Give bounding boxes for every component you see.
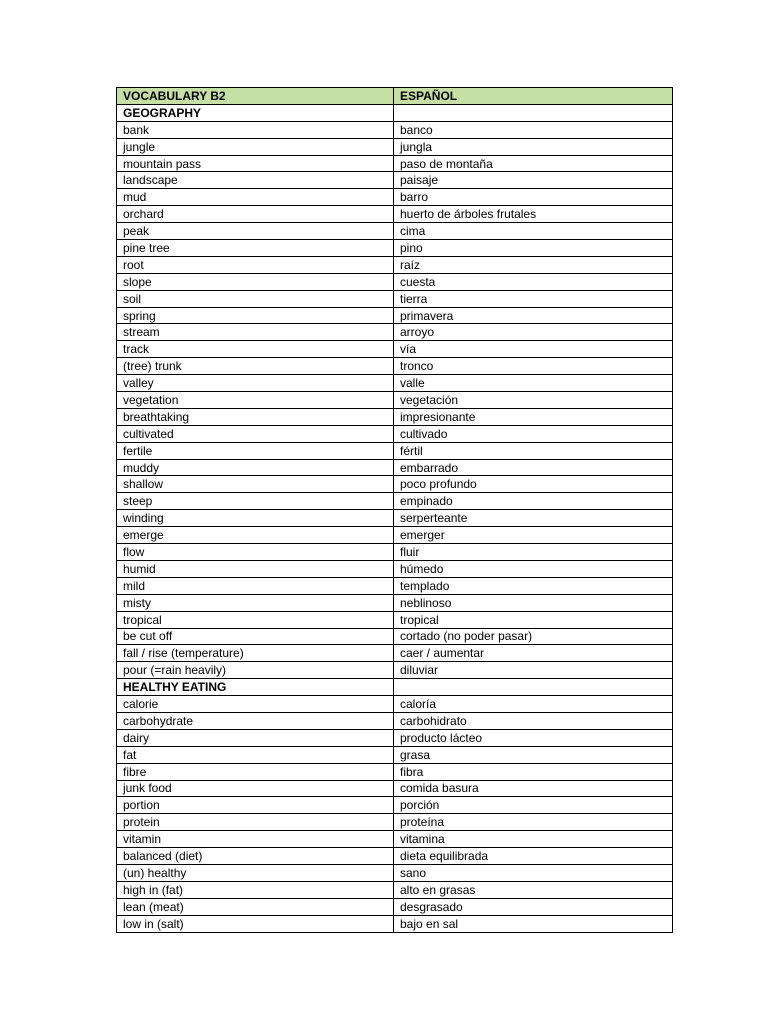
table-row <box>117 864 673 881</box>
spanish-term: bajo en sal <box>394 915 673 932</box>
english-term: HEALTHY EATING <box>117 679 394 696</box>
table-row <box>117 307 673 324</box>
spanish-term: tropical <box>394 611 673 628</box>
spanish-term <box>394 679 673 696</box>
spanish-term: vía <box>394 341 673 358</box>
table-row <box>117 848 673 865</box>
english-term: slope <box>117 273 394 290</box>
spanish-term: caer / aumentar <box>394 645 673 662</box>
table-row <box>117 645 673 662</box>
table-row <box>117 527 673 544</box>
table-row <box>117 797 673 814</box>
table-row <box>117 831 673 848</box>
english-term: protein <box>117 814 394 831</box>
spanish-term: serperteante <box>394 510 673 527</box>
spanish-term: sano <box>394 864 673 881</box>
spanish-term: impresionante <box>394 408 673 425</box>
english-term: calorie <box>117 696 394 713</box>
table-row <box>117 611 673 628</box>
table-row <box>117 358 673 375</box>
spanish-term: desgrasado <box>394 898 673 915</box>
spanish-term: grasa <box>394 746 673 763</box>
spanish-term: barro <box>394 189 673 206</box>
table-row <box>117 121 673 138</box>
english-term: (un) healthy <box>117 864 394 881</box>
spanish-term: emerger <box>394 527 673 544</box>
english-term: jungle <box>117 138 394 155</box>
table-row <box>117 544 673 561</box>
english-term: be cut off <box>117 628 394 645</box>
table-row <box>117 898 673 915</box>
table-row <box>117 712 673 729</box>
english-term: vitamin <box>117 831 394 848</box>
spanish-term: carbohidrato <box>394 712 673 729</box>
table-row <box>117 662 673 679</box>
spanish-term: cima <box>394 223 673 240</box>
english-term: soil <box>117 290 394 307</box>
english-term: GEOGRAPHY <box>117 104 394 121</box>
table-row <box>117 425 673 442</box>
english-term: spring <box>117 307 394 324</box>
section-row <box>117 679 673 696</box>
english-term: orchard <box>117 206 394 223</box>
english-term: pour (=rain heavily) <box>117 662 394 679</box>
spanish-term: cultivado <box>394 425 673 442</box>
table-row <box>117 240 673 257</box>
english-term: emerge <box>117 527 394 544</box>
english-term: tropical <box>117 611 394 628</box>
table-row <box>117 577 673 594</box>
table-row <box>117 729 673 746</box>
table-row <box>117 138 673 155</box>
spanish-term: neblinoso <box>394 594 673 611</box>
spanish-term: raíz <box>394 256 673 273</box>
table-row <box>117 341 673 358</box>
table-row <box>117 375 673 392</box>
table-row <box>117 189 673 206</box>
spanish-term: comida basura <box>394 780 673 797</box>
table-row <box>117 223 673 240</box>
english-term: high in (fat) <box>117 881 394 898</box>
spanish-term: húmedo <box>394 560 673 577</box>
spanish-term: vegetación <box>394 392 673 409</box>
table-row <box>117 172 673 189</box>
spanish-term: banco <box>394 121 673 138</box>
english-term: root <box>117 256 394 273</box>
english-term: flow <box>117 544 394 561</box>
table-row <box>117 206 673 223</box>
english-term: track <box>117 341 394 358</box>
english-term: shallow <box>117 476 394 493</box>
table-row <box>117 408 673 425</box>
english-term: carbohydrate <box>117 712 394 729</box>
spanish-term: fértil <box>394 442 673 459</box>
spanish-term: templado <box>394 577 673 594</box>
english-term: winding <box>117 510 394 527</box>
spanish-term <box>394 104 673 121</box>
english-term: steep <box>117 493 394 510</box>
english-term: fertile <box>117 442 394 459</box>
english-term: bank <box>117 121 394 138</box>
spanish-term: tierra <box>394 290 673 307</box>
vocabulary-table <box>116 87 673 933</box>
table-row <box>117 881 673 898</box>
table-row <box>117 763 673 780</box>
spanish-term: fibra <box>394 763 673 780</box>
table-row <box>117 594 673 611</box>
spanish-term: proteína <box>394 814 673 831</box>
table-row <box>117 459 673 476</box>
table-row <box>117 256 673 273</box>
spanish-term: cortado (no poder pasar) <box>394 628 673 645</box>
table-row <box>117 442 673 459</box>
table-row <box>117 155 673 172</box>
english-term: valley <box>117 375 394 392</box>
spanish-term: paisaje <box>394 172 673 189</box>
english-term: portion <box>117 797 394 814</box>
table-row <box>117 392 673 409</box>
english-term: low in (salt) <box>117 915 394 932</box>
table-row <box>117 493 673 510</box>
english-term: landscape <box>117 172 394 189</box>
header-english: VOCABULARY B2 <box>117 88 394 105</box>
english-term: cultivated <box>117 425 394 442</box>
table-row <box>117 510 673 527</box>
table-row <box>117 628 673 645</box>
english-term: balanced (diet) <box>117 848 394 865</box>
header-spanish: ESPAÑOL <box>394 88 673 105</box>
spanish-term: porción <box>394 797 673 814</box>
english-term: misty <box>117 594 394 611</box>
table-header-row <box>117 88 673 105</box>
english-term: dairy <box>117 729 394 746</box>
english-term: stream <box>117 324 394 341</box>
spanish-term: valle <box>394 375 673 392</box>
vocabulary-table-body <box>117 88 673 933</box>
spanish-term: fluir <box>394 544 673 561</box>
english-term: mud <box>117 189 394 206</box>
spanish-term: poco profundo <box>394 476 673 493</box>
table-row <box>117 290 673 307</box>
spanish-term: tronco <box>394 358 673 375</box>
english-term: fall / rise (temperature) <box>117 645 394 662</box>
table-row <box>117 696 673 713</box>
english-term: junk food <box>117 780 394 797</box>
table-row <box>117 560 673 577</box>
spanish-term: diluviar <box>394 662 673 679</box>
spanish-term: pino <box>394 240 673 257</box>
spanish-term: producto lácteo <box>394 729 673 746</box>
english-term: peak <box>117 223 394 240</box>
english-term: fat <box>117 746 394 763</box>
spanish-term: primavera <box>394 307 673 324</box>
spanish-term: dieta equilibrada <box>394 848 673 865</box>
spanish-term: jungla <box>394 138 673 155</box>
spanish-term: huerto de árboles frutales <box>394 206 673 223</box>
english-term: vegetation <box>117 392 394 409</box>
spanish-term: caloría <box>394 696 673 713</box>
spanish-term: empinado <box>394 493 673 510</box>
table-row <box>117 780 673 797</box>
table-row <box>117 324 673 341</box>
spanish-term: alto en grasas <box>394 881 673 898</box>
table-row <box>117 746 673 763</box>
table-row <box>117 273 673 290</box>
table-row <box>117 476 673 493</box>
english-term: breathtaking <box>117 408 394 425</box>
table-row <box>117 814 673 831</box>
english-term: fibre <box>117 763 394 780</box>
spanish-term: arroyo <box>394 324 673 341</box>
spanish-term: embarrado <box>394 459 673 476</box>
english-term: muddy <box>117 459 394 476</box>
spanish-term: paso de montaña <box>394 155 673 172</box>
english-term: (tree) trunk <box>117 358 394 375</box>
section-row <box>117 104 673 121</box>
spanish-term: cuesta <box>394 273 673 290</box>
table-row <box>117 915 673 932</box>
spanish-term: vitamina <box>394 831 673 848</box>
english-term: lean (meat) <box>117 898 394 915</box>
english-term: mild <box>117 577 394 594</box>
english-term: humid <box>117 560 394 577</box>
english-term: mountain pass <box>117 155 394 172</box>
english-term: pine tree <box>117 240 394 257</box>
